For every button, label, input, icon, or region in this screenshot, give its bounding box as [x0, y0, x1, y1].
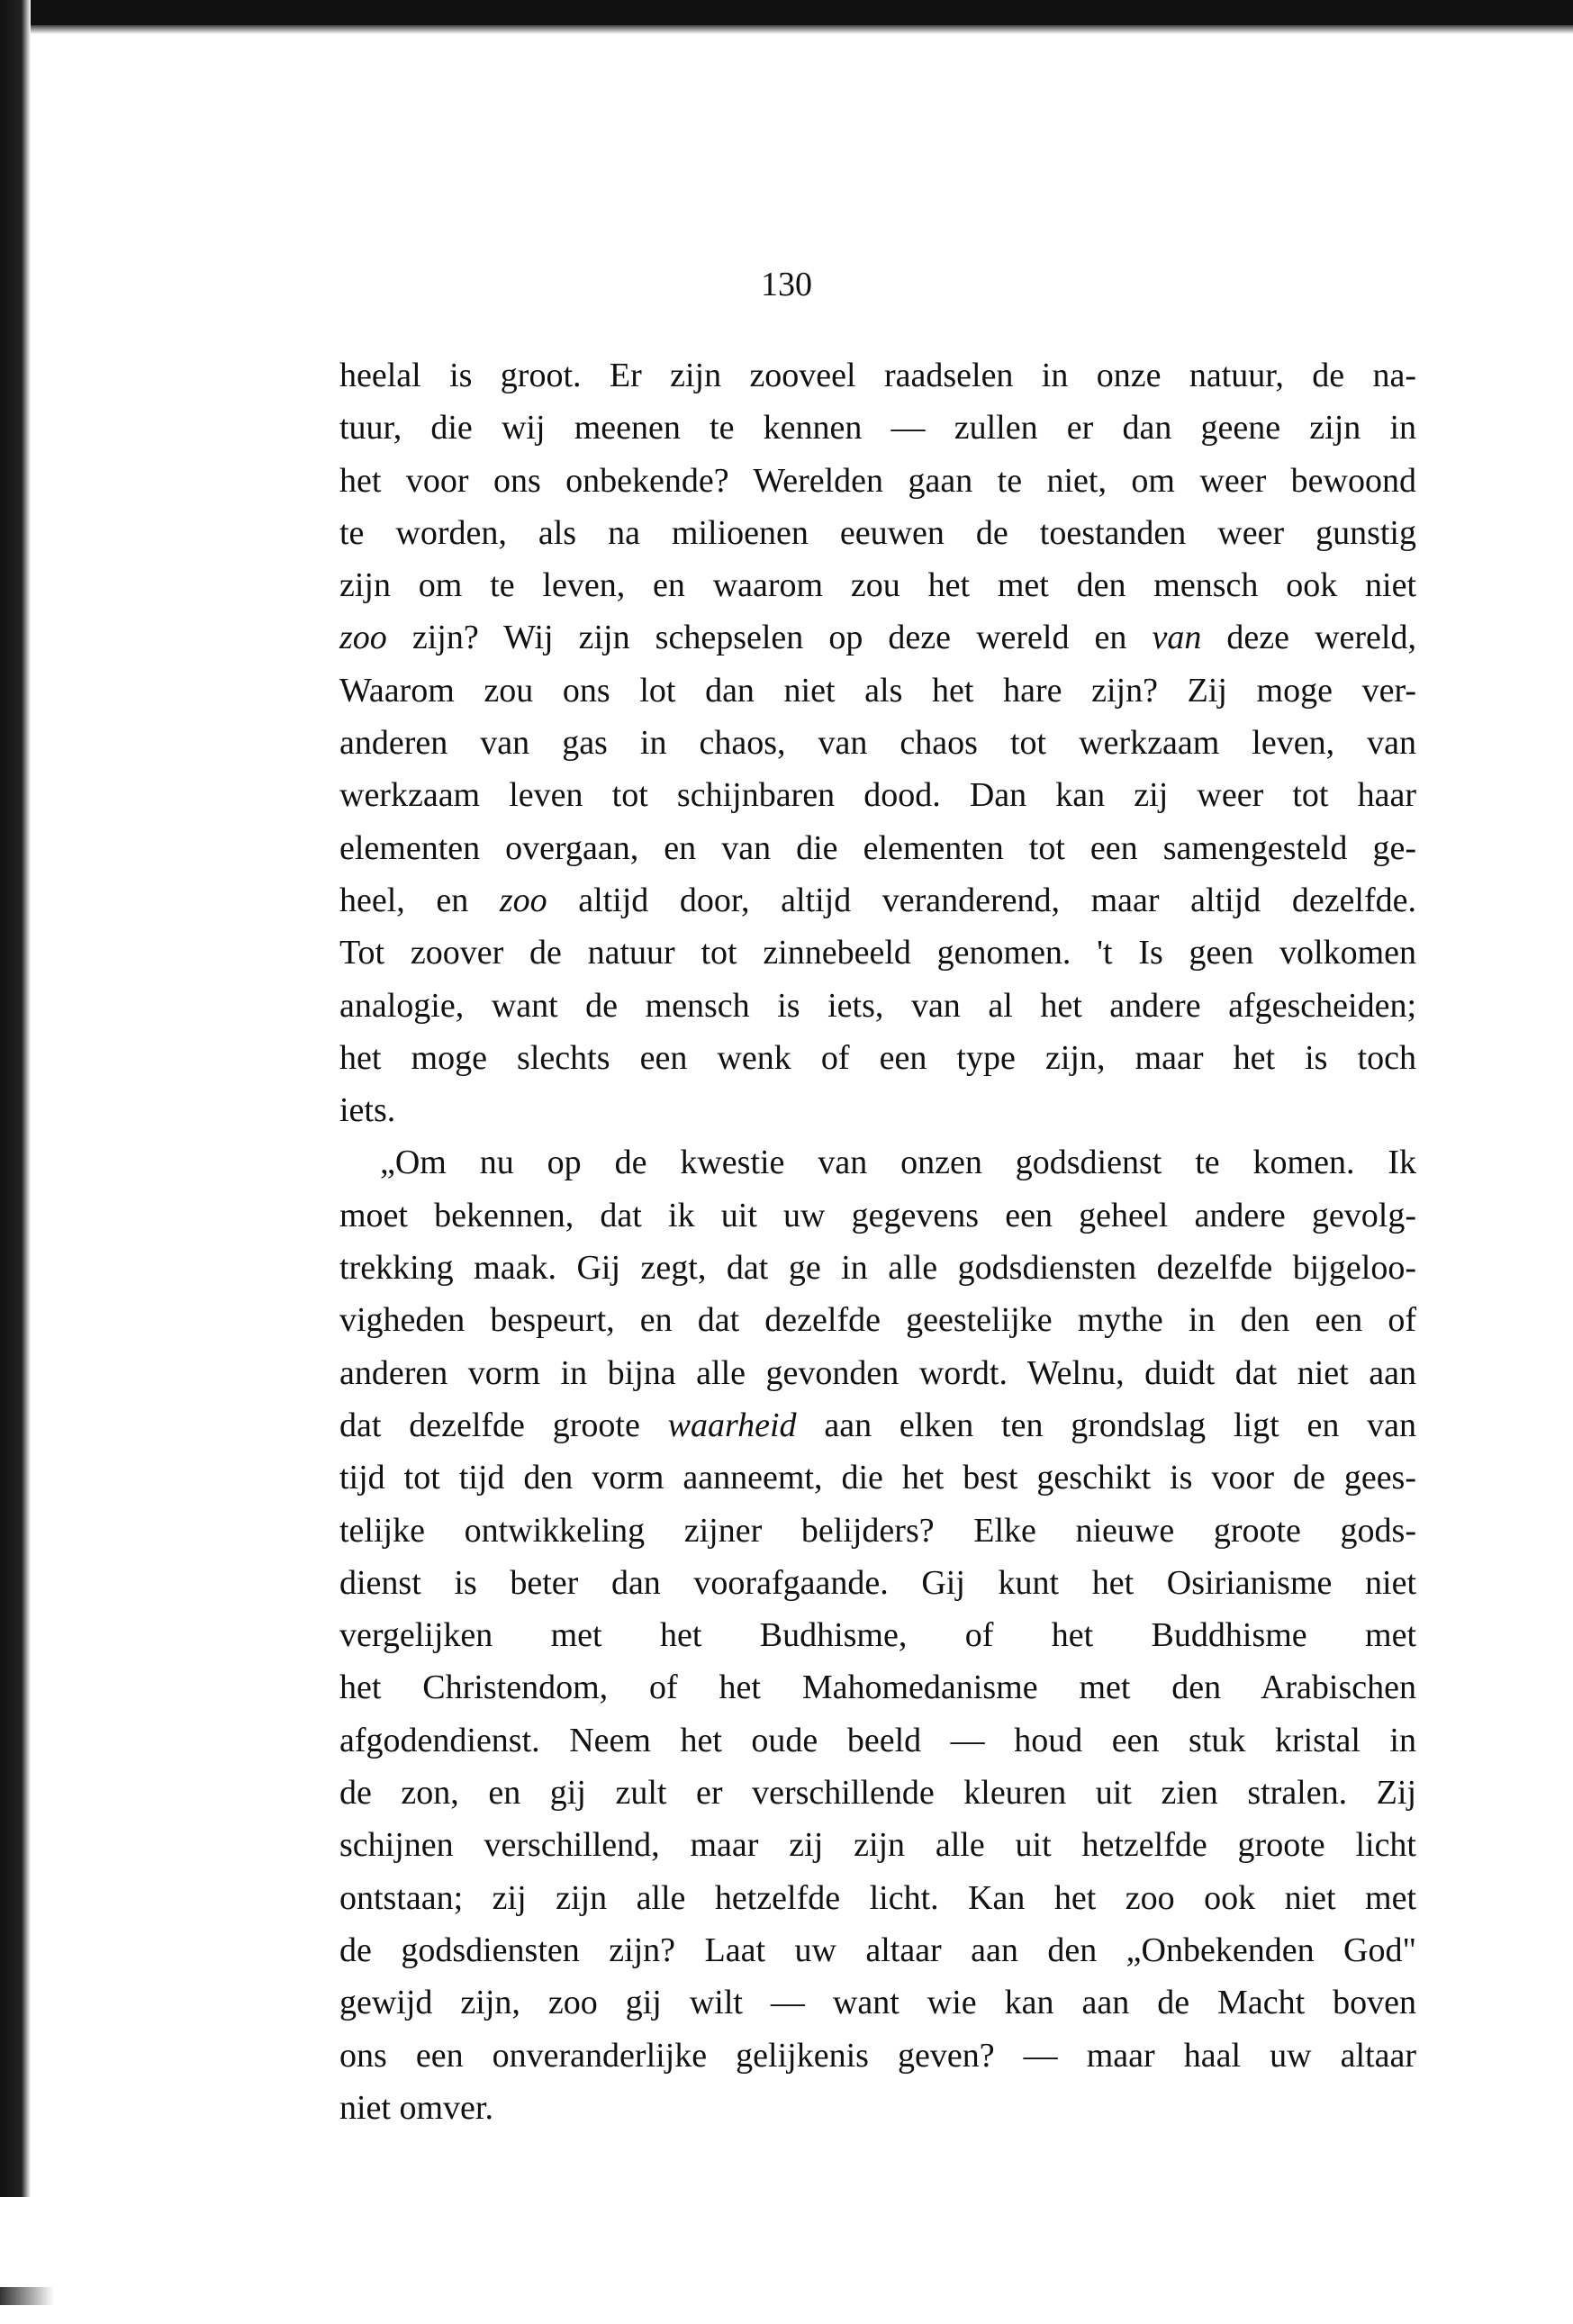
text-segment: Waarom zou ons lot dan niet als het hare zijn? Zij moge ver-: [339, 671, 1416, 710]
text-line: [339, 1399, 1416, 1451]
text-segment: het voor ons onbekende? Werelden gaan te niet, om weer bewoond: [339, 461, 1416, 500]
text-line: [339, 1347, 1416, 1399]
text-line: [339, 1557, 1416, 1609]
text-segment: vergelijken met het Budhisme, of het Buddhisme met: [339, 1616, 1416, 1655]
text-line: [339, 2082, 1416, 2134]
text-segment: te worden, als na milioenen eeuwen de toestanden weer gunstig: [339, 513, 1416, 552]
text-segment: „Om nu op de kwestie van onzen godsdienst te komen. Ik: [380, 1144, 1416, 1182]
text-line: [339, 1451, 1416, 1504]
text-line: [339, 874, 1416, 927]
text-segment: zijn om te leven, en waarom zou het met den mensch ook niet: [339, 566, 1416, 605]
scan-mark-bottom-left: [0, 2287, 54, 2305]
paragraph: [339, 1136, 1416, 2134]
text-line: [339, 455, 1416, 507]
text-line: [339, 1189, 1416, 1242]
paragraph: [339, 349, 1416, 1136]
text-line: [339, 1924, 1416, 1976]
text-segment: zijn? Wij zijn schepselen op deze wereld en: [386, 619, 1153, 657]
text-segment: iets.: [339, 1091, 396, 1130]
text-line: [339, 980, 1416, 1032]
text-segment: Tot zoover de natuur tot zinnebeeld genomen. 't Is geen volkomen: [339, 934, 1416, 972]
text-line: [339, 769, 1416, 821]
text-segment: aan elken ten grondslag ligt en van: [796, 1406, 1417, 1444]
scan-border-top: [0, 0, 1573, 25]
text-line: [339, 927, 1416, 979]
text-segment: ontstaan; zij zijn alle hetzelfde licht. Kan het zoo ook niet met: [339, 1878, 1416, 1917]
text-line: [339, 1976, 1416, 2029]
text-segment: de godsdiensten zijn? Laat uw altaar aan den „Onbekenden God": [339, 1931, 1416, 1969]
text-line: [339, 1032, 1416, 1084]
text-line: [339, 1136, 1416, 1189]
scan-border-left: [0, 0, 31, 2197]
text-line: [339, 349, 1416, 402]
text-line: [339, 507, 1416, 559]
text-line: [339, 1294, 1416, 1346]
text-line: [339, 1767, 1416, 1819]
text-segment: dat dezelfde groote: [339, 1406, 668, 1444]
text-line: [339, 559, 1416, 611]
text-line: [339, 665, 1416, 717]
text-segment: anderen van gas in chaos, van chaos tot werkzaam leven, van: [339, 724, 1416, 763]
text-line: [339, 1505, 1416, 1557]
text-segment: gewijd zijn, zoo gij wilt — want wie kan aan de Macht boven: [339, 1984, 1416, 2022]
text-segment: afgodendienst. Neem het oude beeld — houd een stuk kristal in: [339, 1721, 1416, 1759]
text-segment: heelal is groot. Er zijn zooveel raadselen in onze natuur, de na-: [339, 357, 1416, 394]
text-segment: deze wereld,: [1201, 619, 1416, 657]
page-body-text: [339, 349, 1416, 2134]
text-segment: het Christendom, of het Mahomedanisme met den Arabischen: [339, 1668, 1416, 1707]
text-line: [339, 402, 1416, 454]
scan-shadow-top: [0, 25, 1573, 34]
text-line: [339, 1084, 1416, 1136]
page-number: 130: [761, 266, 812, 303]
italic-text: zoo: [499, 881, 547, 919]
text-line: [339, 2030, 1416, 2082]
text-segment: dienst is beter dan voorafgaande. Gij kunt het Osirianisme niet: [339, 1563, 1416, 1602]
text-line: [339, 1819, 1416, 1871]
text-segment: de zon, en gij zult er verschillende kleuren uit zien stralen. Zij: [339, 1774, 1416, 1813]
text-line: [339, 717, 1416, 769]
text-line: [339, 611, 1416, 664]
text-segment: vigheden bespeurt, en dat dezelfde geestelijke mythe in den een of: [339, 1301, 1416, 1340]
text-segment: altijd door, altijd veranderend, maar altijd dezelfde.: [547, 881, 1417, 919]
text-segment: het moge slechts een wenk of een type zijn, maar het is toch: [339, 1038, 1416, 1077]
italic-text: waarheid: [667, 1406, 797, 1444]
text-segment: werkzaam leven tot schijnbaren dood. Dan kan zij weer tot haar: [339, 776, 1416, 815]
text-line: [339, 1242, 1416, 1294]
text-line: [339, 1661, 1416, 1714]
italic-text: zoo: [339, 619, 387, 657]
text-segment: analogie, want de mensch is iets, van al het andere afgescheiden;: [339, 986, 1416, 1025]
text-segment: elementen overgaan, en van die elementen tot een samengesteld ge-: [339, 828, 1416, 867]
text-line: [339, 822, 1416, 874]
text-line: [339, 1872, 1416, 1924]
text-segment: niet omver.: [339, 2088, 493, 2127]
text-segment: trekking maak. Gij zegt, dat ge in alle godsdiensten dezelfde bijgeloo-: [339, 1249, 1416, 1288]
text-segment: anderen vorm in bijna alle gevonden wordt. Welnu, duidt dat niet aan: [339, 1353, 1416, 1392]
italic-text: van: [1152, 619, 1202, 657]
text-segment: ons een onveranderlijke gelijkenis geven? — maar haal uw altaar: [339, 2036, 1416, 2075]
text-line: [339, 1609, 1416, 1661]
text-segment: schijnen verschillend, maar zij zijn alle uit hetzelfde groote licht: [339, 1826, 1416, 1865]
text-segment: moet bekennen, dat ik uit uw gegevens een geheel andere gevolg-: [339, 1196, 1416, 1234]
text-segment: heel, en: [339, 881, 500, 919]
text-segment: tijd tot tijd den vorm aanneemt, die het best geschikt is voor de gees-: [339, 1459, 1416, 1497]
text-segment: telijke ontwikkeling zijner belijders? Elke nieuwe groote gods-: [339, 1511, 1416, 1550]
text-line: [339, 1714, 1416, 1767]
text-segment: tuur, die wij meenen te kennen — zullen er dan geene zijn in: [339, 409, 1416, 448]
